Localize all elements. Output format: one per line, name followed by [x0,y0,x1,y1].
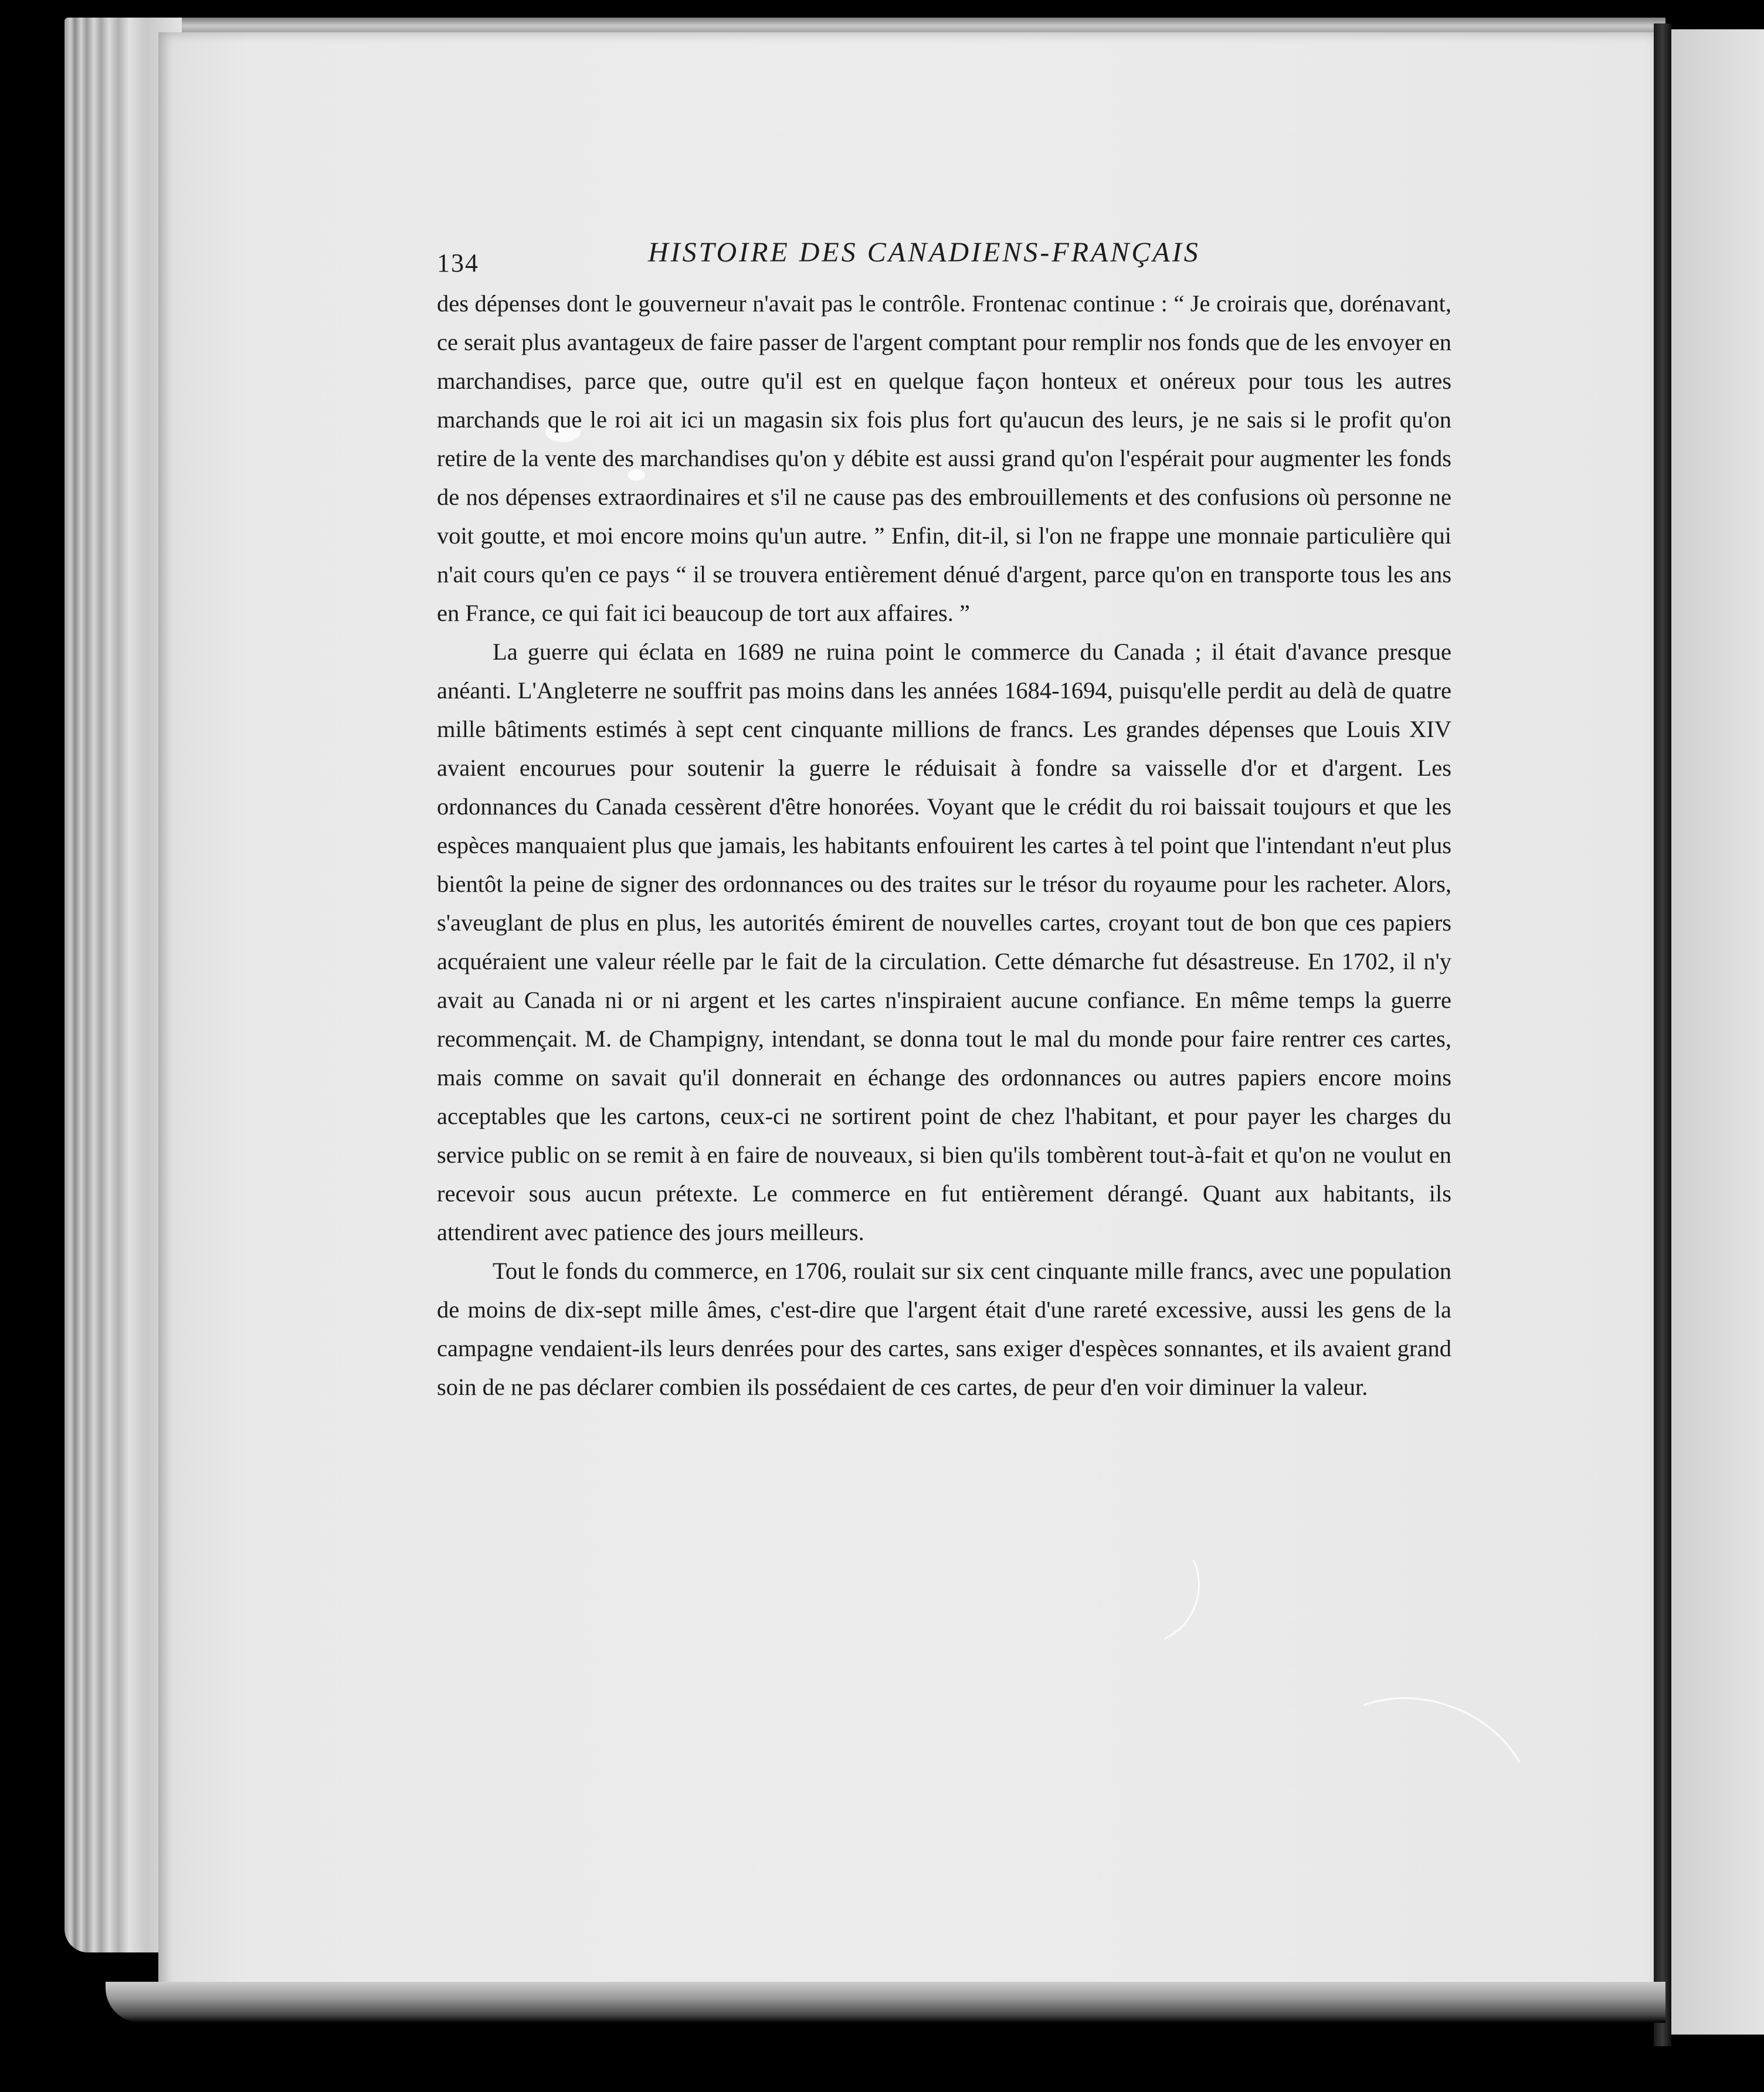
book-gutter [1654,23,1671,2046]
page-bottom-edge [106,1982,1665,2023]
page-number: 134 [437,249,479,277]
running-title: HISTOIRE DES CANADIENS-FRANÇAIS [648,237,1200,268]
running-head [437,232,1451,284]
paragraph-commerce-1706: Tout le fonds du commerce, en 1706, roulait sur six cent cinquante mille francs, avec une population de moins de dix-sept mille âmes, c'est-dire que l'argent était d'une rareté excessive, aussi les gens de la campagne vendaient-ils leurs denrées pour des cartes, sans exiger d'espèces sonnantes, et ils avaient grand soin de ne pas déclarer combien ils possédaient de ces cartes, de peur d'en voir diminuer la valeur. [437,1258,1451,1400]
paragraph-frontenac-quote: des dépenses dont le gouverneur n'avait pas le contrôle. Frontenac continue : “ Je croirais que, dorénavant, ce serait plus avantageux de faire passer de l'argent comptant pour remplir nos fonds que de les envoyer en marchandises, parce que, outre qu'il est en quelque façon honteux et onéreux pour tous les autres marchands que le roi ait ici un magasin six fois plus fort qu'aucun des leurs, je ne sais si le profit qu'on retire de la vente des marchandises qu'on y débite est aussi grand qu'on l'espérait pour augmenter les fonds de nos dépenses extraordinaires et s'il ne cause pas des embrouillements et des confusions où personne ne voit goutte, et moi encore moins qu'un autre. ” Enfin, dit-il, si l'on ne frappe une monnaie particulière qui n'ait cours qu'en ce pays “ il se trouvera entièrement dénué d'argent, parce qu'on en transporte tous les ans en France, ce qui fait ici beaucoup de tort aux affaires. ” [437,290,1451,626]
page-text-block [437,232,1451,1407]
paragraph-war-1689: La guerre qui éclata en 1689 ne ruina point le commerce du Canada ; il était d'avance presque anéanti. L'Angleterre ne souffrit pas moins dans les années 1684-1694, puisqu'elle perdit au delà de quatre mille bâtiments estimés à sept cent cinquante millions de francs. Les grandes dépenses que Louis XIV avaient encourues pour soutenir la guerre le réduisait à fondre sa vaisselle d'or et d'argent. Les ordonnances du Canada cessèrent d'être honorées. Voyant que le crédit du roi baissait toujours et que les espèces manquaient plus que jamais, les habitants enfouirent les cartes à tel point que l'intendant n'eut plus bientôt la peine de signer des ordonnances ou des traites sur le trésor du royaume pour les racheter. Alors, s'aveuglant de plus en plus, les autorités émirent de nouvelles cartes, croyant tout de bon que ces papiers acquéraient une valeur réelle par le fait de la circulation. Cette démarche fut désastreuse. En 1702, il n'y avait au Canada ni or ni argent et les cartes n'inspiraient aucune confiance. En même temps la guerre recommençait. M. de Champigny, intendant, se donna tout le mal du monde pour faire rentrer ces cartes, mais comme on savait qu'il donnerait en échange des ordonnances ou autres papiers encore moins acceptables que les cartons, ceux-ci ne sortirent point de chez l'habitant, et pour payer les charges du service public on se remit à en faire de nouveaux, si bien qu'ils tombèrent tout-à-fait et qu'on ne voulut en recevoir sous aucun prétexte. Le commerce en fut entièrement dérangé. Quant aux habitants, ils attendirent avec patience des jours meilleurs. [437,639,1451,1245]
facing-page-edge [1671,29,1764,2035]
